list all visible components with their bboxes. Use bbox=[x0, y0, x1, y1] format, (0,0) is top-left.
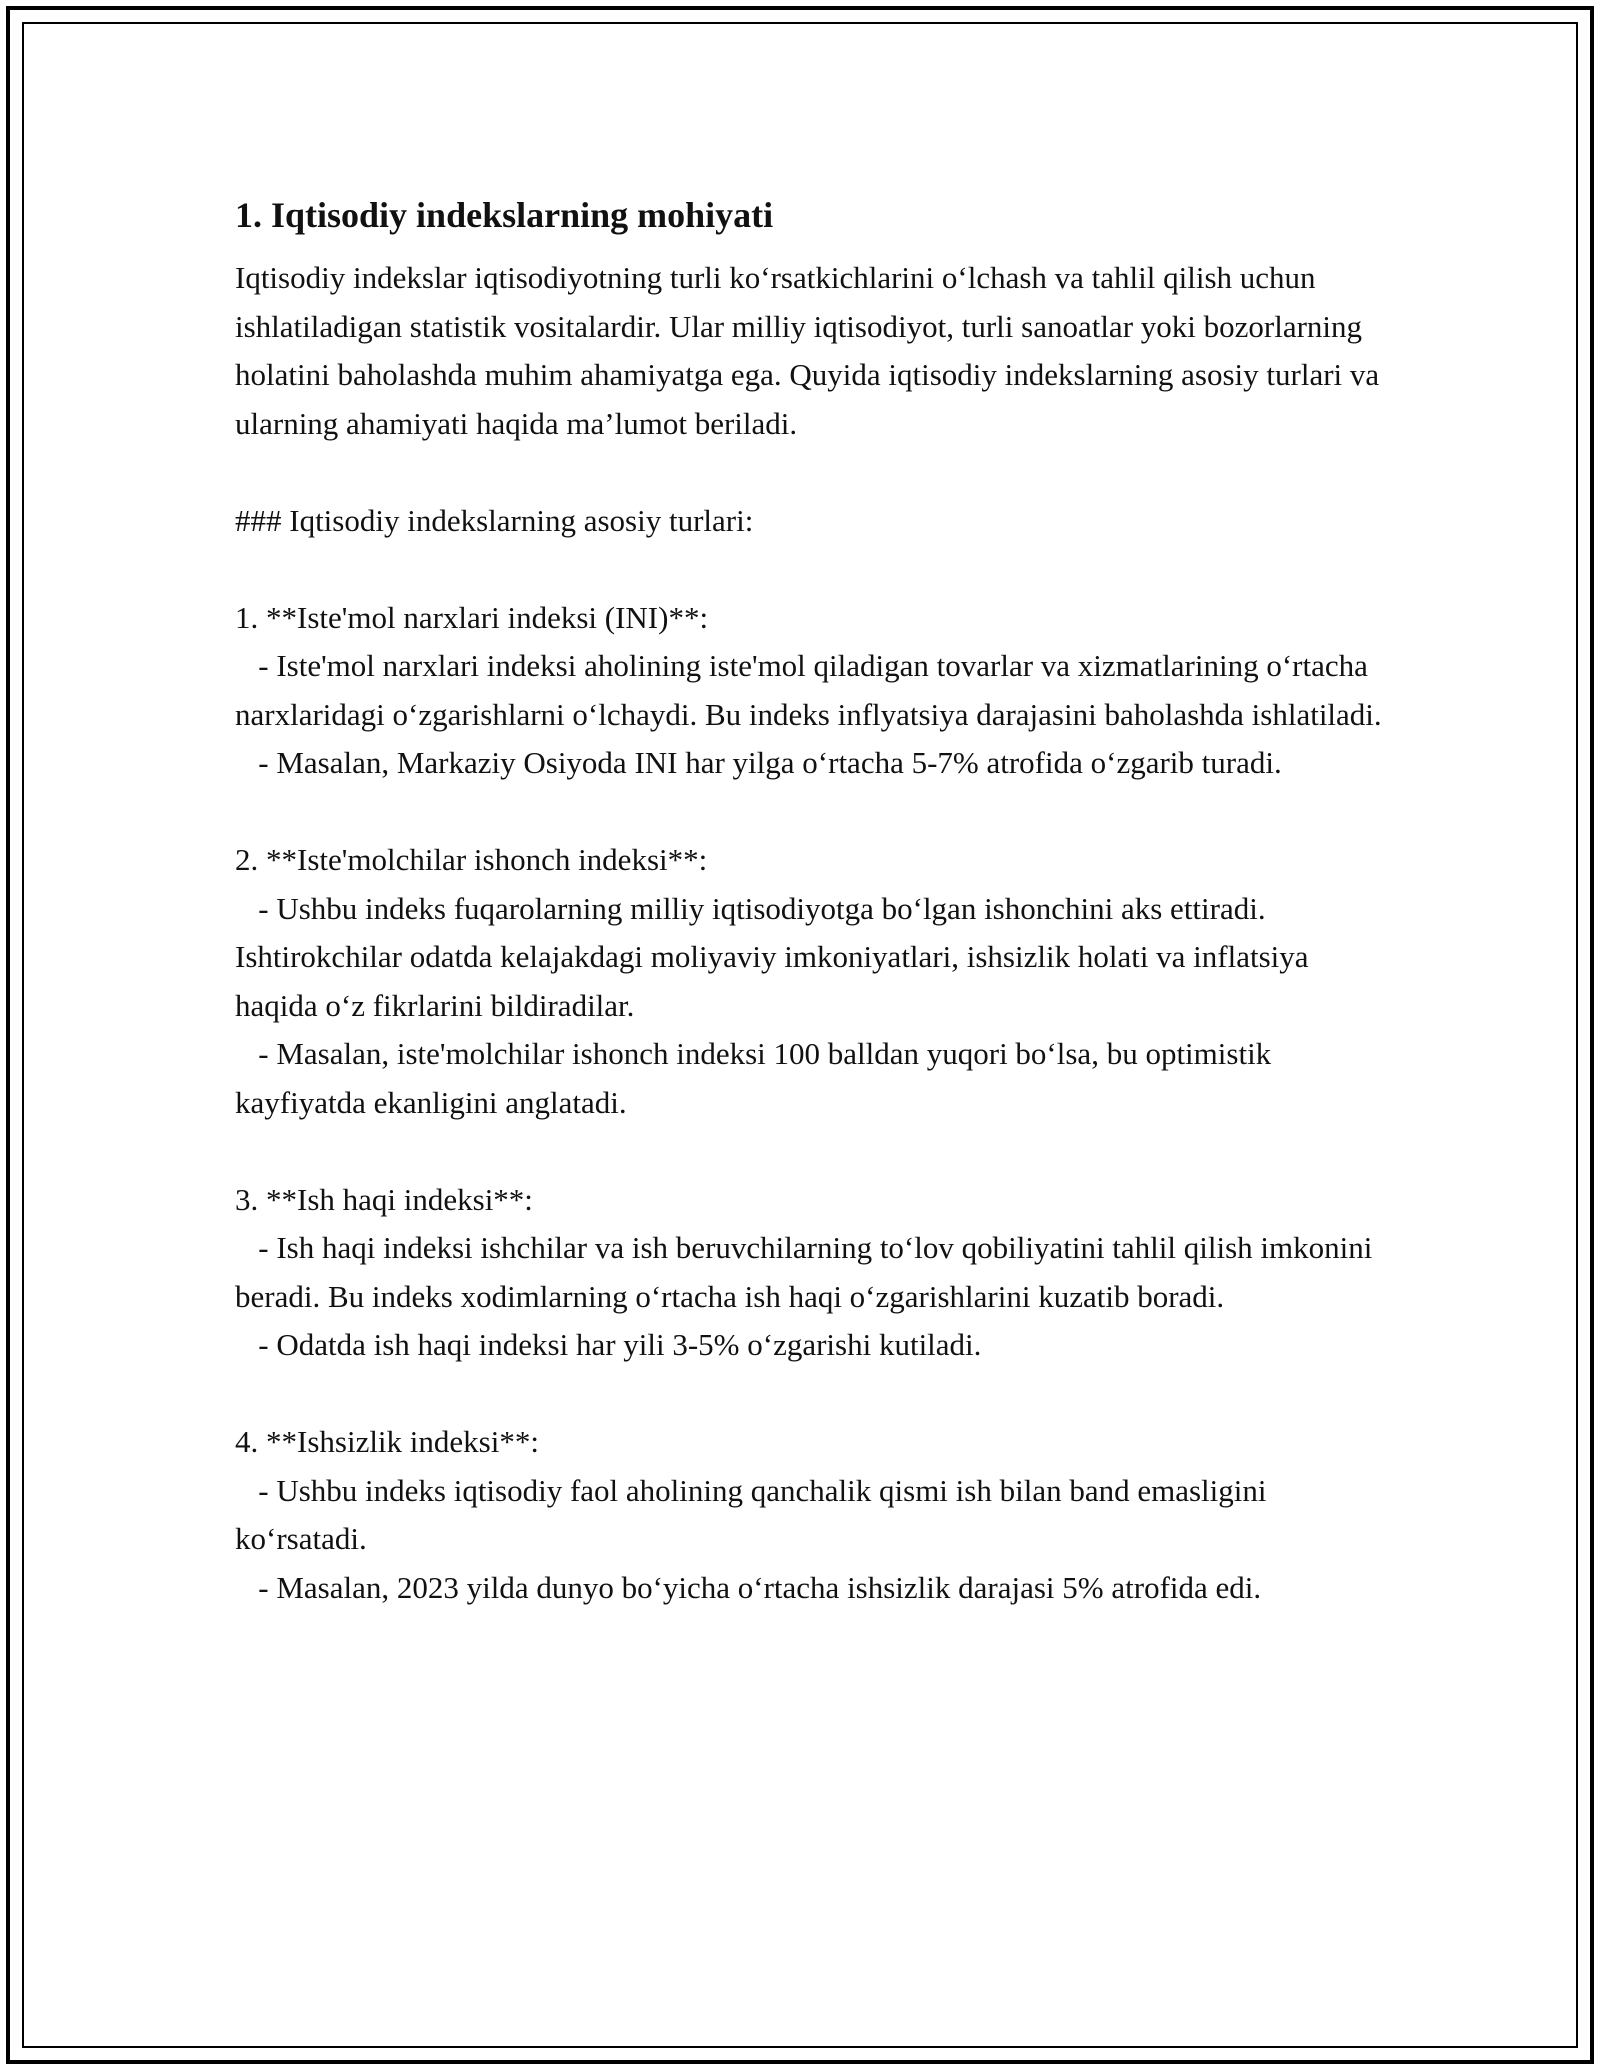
item-bullet: - Masalan, iste'molchilar ishonch indeksi 100 balldan yuqori bo‘lsa, bu optimistik kayfiyatda ekanligini anglatadi. bbox=[235, 1036, 1279, 1120]
item-bullet: - Ushbu indeks iqtisodiy faol aholining qanchalik qismi ish bilan band emasligini ko‘rsatadi. bbox=[235, 1472, 1275, 1556]
document-title: 1. Iqtisodiy indekslarning mohiyati bbox=[235, 195, 774, 235]
document-body bbox=[235, 188, 1385, 1612]
index-item-2 bbox=[235, 836, 1385, 1127]
item-heading: 1. **Iste'mol narxlari indeksi (INI)**: bbox=[235, 599, 709, 635]
index-item-4 bbox=[235, 1418, 1385, 1612]
item-bullet: - Masalan, Markaziy Osiyoda INI har yilga o‘rtacha 5-7% atrofida o‘zgarib turadi. bbox=[235, 745, 1282, 780]
section-heading: ### Iqtisodiy indekslarning asosiy turlari: bbox=[235, 502, 754, 538]
spacer bbox=[235, 788, 1385, 837]
item-bullet: - Ushbu indeks fuqarolarning milliy iqtisodiyotga bo‘lgan ishonchini aks ettiradi. Ishtirokchilar odatda kelajakdagi moliyaviy imkoniyatlari, ishsizlik holati va inflatsiya haqida o‘z fikrlarini bildiradilar. bbox=[235, 890, 1317, 1023]
spacer bbox=[235, 1370, 1385, 1419]
item-heading: 3. **Ish haqi indeksi**: bbox=[235, 1181, 533, 1217]
item-bullet: - Masalan, 2023 yilda dunyo bo‘yicha o‘rtacha ishsizlik darajasi 5% atrofida edi. bbox=[235, 1569, 1262, 1605]
index-item-3 bbox=[235, 1176, 1385, 1370]
item-bullet: - Ish haqi indeksi ishchilar va ish beruvchilarning to‘lov qobiliyatini tahlil qilish imkonini beradi. Bu indeks xodimlarning o‘rtacha ish haqi o‘zgarishlarini kuzatib boradi. bbox=[235, 1230, 1381, 1314]
intro-paragraph: Iqtisodiy indekslar iqtisodiyotning turli ko‘rsatkichlarini o‘lchash va tahlil qilish uchun ishlatiladigan statistik vositalardir. Ular milliy iqtisodiyot, turli sanoatlar yoki bozorlarning holatini baholashda muhim ahamiyatga ega. Quyida iqtisodiy indekslarning asosiy turlari va ularning ahamiyati haqida ma’lumot beriladi. bbox=[235, 260, 1387, 441]
spacer bbox=[235, 1127, 1385, 1176]
item-bullet: - Iste'mol narxlari indeksi aholining iste'mol qiladigan tovarlar va xizmatlarining o‘rtacha narxlaridagi o‘zgarishlarni o‘lchaydi. Bu indeks inflyatsiya darajasini baholashda ishlatiladi. bbox=[235, 648, 1382, 732]
item-heading: 4. **Ishsizlik indeksi**: bbox=[235, 1424, 539, 1459]
index-item-1 bbox=[235, 594, 1385, 788]
item-heading: 2. **Iste'molchilar ishonch indeksi**: bbox=[235, 842, 708, 877]
spacer bbox=[235, 545, 1385, 594]
spacer bbox=[235, 448, 1385, 497]
item-bullet: - Odatda ish haqi indeksi har yili 3-5% o‘zgarishi kutiladi. bbox=[235, 1327, 982, 1362]
